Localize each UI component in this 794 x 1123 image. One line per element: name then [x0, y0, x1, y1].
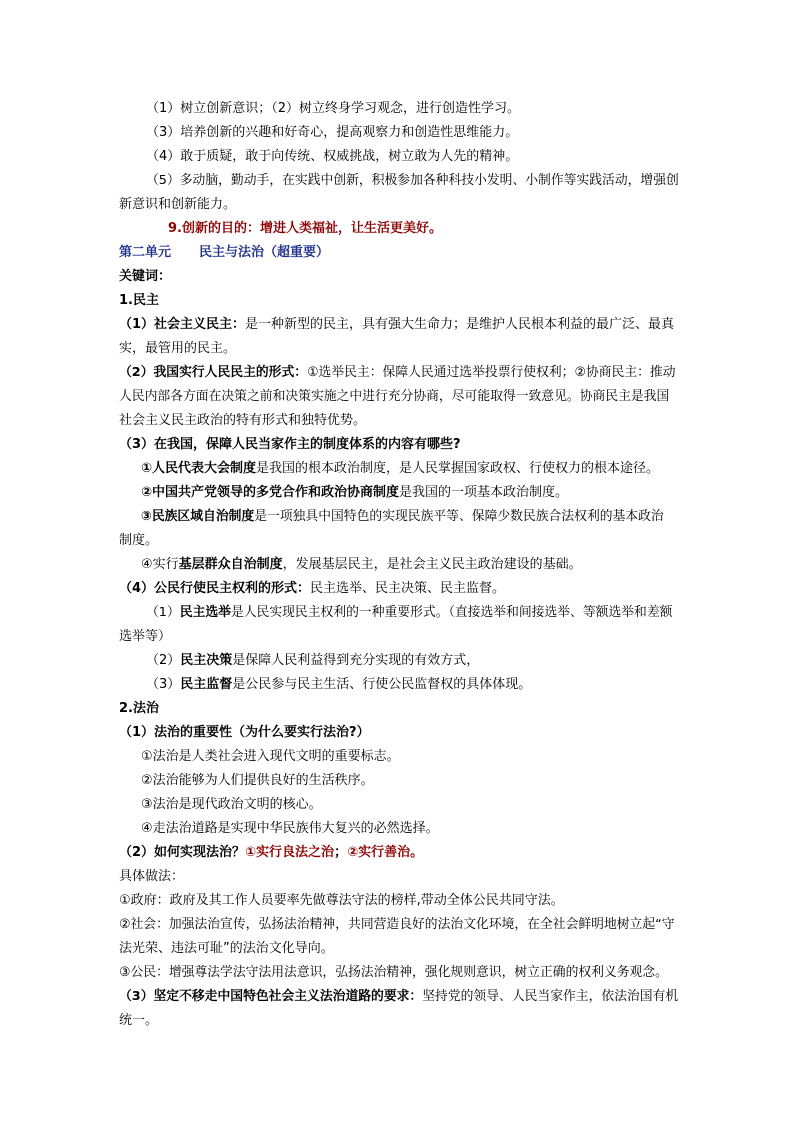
- unit1-item-5-cont: 新意识和创新能力。: [119, 197, 237, 212]
- item-text: 是人民实现民主权利的一种重要形式。（直接选举和间接选举、等额选举和差额: [230, 605, 673, 620]
- point-label: （3）坚定不移走中国特色社会主义法治道路的要求：: [119, 989, 423, 1004]
- system-item-3: [141, 508, 664, 526]
- point-text: 是一种新型的民主，具有强大生命力；是维护人民根本利益的最广泛、最真: [245, 317, 675, 332]
- point-label: （4）公民行使民主权利的形式：: [119, 581, 311, 596]
- point-text: 民主选举、民主决策、民主监督。: [310, 581, 506, 596]
- innovation-purpose: 9.创新的目的：增进人类福祉，让生活更美好。: [168, 221, 442, 236]
- system-item-2: [141, 484, 568, 502]
- system-item-1: [141, 460, 659, 478]
- unit1-item-1-2: （1）树立创新意识；（2）树立终身学习观念，进行创造性学习。: [146, 101, 521, 116]
- democracy-point-1-cont: 实，最管用的民主。: [119, 341, 237, 356]
- item-pre: （1）: [146, 605, 180, 620]
- rights-item-1: [146, 604, 672, 622]
- item-text: 是一项独具中国特色的实现民族平等、保障少数民族合法权利的基本政治: [254, 509, 664, 524]
- rule-point-3-cont: 统一。: [119, 1013, 159, 1028]
- importance-item-4: ④走法治道路是实现中华民族伟大复兴的必然选择。: [141, 821, 439, 836]
- item-bold: ①人民代表大会制度: [141, 461, 257, 476]
- answer-2: ②实行善治。: [347, 845, 424, 860]
- point-label: （2）我国实行人民民主的形式：: [119, 365, 308, 380]
- democracy-point-3: （3）在我国，保障人民当家作主的制度体系的内容有哪些?: [119, 437, 461, 452]
- item-bold: 民主选举: [179, 605, 231, 620]
- item-text: 是公民参与民主生活、行使公民监督权的具体体现。: [232, 677, 532, 692]
- item-bold: ②中国共产党领导的多党合作和政治协商制度: [141, 485, 400, 500]
- democracy-point-4: [119, 580, 505, 598]
- importance-item-1: ①法治是人类社会进入现代文明的重要标志。: [141, 749, 400, 764]
- practice-society-cont: 法光荣、违法可耻”的法治文化导向。: [119, 941, 334, 956]
- item-bold: 民主决策: [180, 653, 233, 668]
- answer-separator: ；: [334, 845, 348, 860]
- practice-label: 具体做法：: [119, 869, 185, 884]
- keywords-label: 关键词：: [119, 269, 172, 284]
- democracy-point-1: [119, 316, 674, 334]
- item-text: 是我国的根本政治制度，是人民掌握国家政权、行使权力的根本途径。: [256, 461, 660, 476]
- system-item-3-cont: 制度。: [119, 533, 159, 548]
- item-text: ，发展基层民主，是社会主义民主政治建设的基础。: [282, 557, 582, 572]
- unit-heading: [119, 244, 329, 262]
- point-text: ①选举民主：保障人民通过选举投票行使权利；②协商民主：推动: [307, 365, 676, 380]
- unit-number: 第二单元: [119, 245, 172, 260]
- democracy-point-2-cont1: 人民内部各方面在决策之前和决策实施之中进行充分协商，尽可能取得一致意见。协商民主是我国: [119, 389, 670, 404]
- democracy-point-2: [119, 364, 676, 382]
- practice-citizen: ③公民：增强尊法学法守法用法意识，弘扬法治精神，强化规则意识，树立正确的权利义务观念。: [119, 965, 668, 980]
- item-pre: ④实行: [141, 557, 179, 572]
- item-text: 是保障人民利益得到充分实现的有效方式，: [232, 653, 480, 668]
- item-text: 是我国的一项基本政治制度。: [399, 485, 569, 500]
- unit1-item-5: （5）多动脑，勤动手，在实践中创新，积极参加各种科技小发明、小制作等实践活动，增强创: [146, 173, 679, 188]
- rights-item-3: [146, 676, 531, 694]
- importance-item-3: ③法治是现代政治文明的核心。: [141, 797, 322, 812]
- rule-point-3: [119, 988, 678, 1006]
- section-rule-of-law-title: 2.法治: [119, 701, 159, 716]
- item-bold: 民主监督: [180, 677, 233, 692]
- rights-item-1-cont: 选举等）: [119, 629, 172, 644]
- unit1-item-4: （4）敢于质疑，敢于向传统、权威挑战，树立敢为人先的精神。: [146, 149, 519, 164]
- unit-title: 民主与法治（超重要）: [199, 245, 330, 260]
- point-label: （2）如何实现法治？: [119, 845, 246, 860]
- item-pre: （2）: [146, 653, 181, 668]
- democracy-point-2-cont2: 社会主义民主政治的特有形式和独特优势。: [119, 413, 367, 428]
- point-text: 坚持党的领导、人民当家作主，依法治国有机: [422, 989, 679, 1004]
- rights-item-2: [146, 652, 479, 670]
- system-item-4: [141, 556, 582, 574]
- rule-point-1: （1）法治的重要性（为什么要实行法治?）: [119, 725, 370, 740]
- item-pre: （3）: [146, 677, 181, 692]
- item-bold: 基层群众自治制度: [178, 557, 283, 572]
- importance-item-2: ②法治能够为人们提供良好的生活秩序。: [141, 773, 374, 788]
- item-bold: ③民族区域自治制度: [141, 509, 255, 524]
- point-label: （1）社会主义民主：: [119, 317, 246, 332]
- rule-point-2: [119, 844, 423, 862]
- practice-government: ①政府：政府及其工作人员要率先做尊法守法的榜样,带动全体公民共同守法。: [119, 893, 564, 908]
- answer-1: ①实行良法之治: [245, 845, 335, 860]
- unit1-item-3: （3）培养创新的兴趣和好奇心，提高观察力和创造性思维能力。: [146, 125, 519, 140]
- practice-society: ②社会：加强法治宣传，弘扬法治精神，共同营造良好的法治文化环境，在全社会鲜明地树立起“守: [119, 917, 675, 932]
- section-democracy-title: 1.民主: [119, 293, 159, 308]
